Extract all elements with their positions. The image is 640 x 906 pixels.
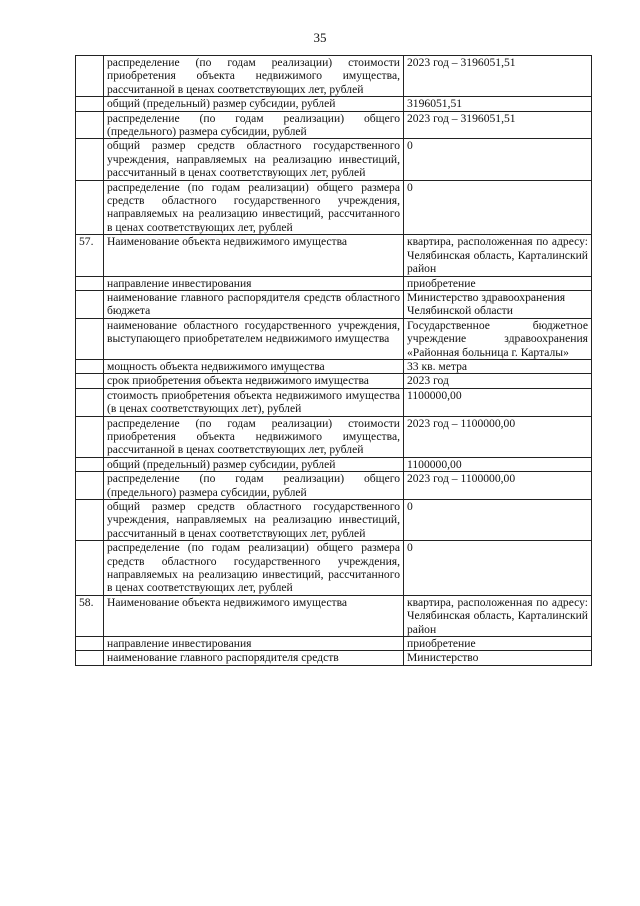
row-number bbox=[76, 359, 104, 373]
property-table bbox=[75, 55, 592, 666]
row-number bbox=[76, 541, 104, 596]
page-number: 35 bbox=[313, 30, 327, 45]
table-row bbox=[76, 374, 592, 388]
row-number bbox=[76, 111, 104, 139]
field-name: мощность объекта недвижимого имущества bbox=[104, 359, 404, 373]
table-row bbox=[76, 457, 592, 471]
field-value: 3196051,51 bbox=[404, 97, 592, 111]
row-number bbox=[76, 500, 104, 541]
table-row bbox=[76, 637, 592, 651]
row-number bbox=[76, 276, 104, 290]
row-number bbox=[76, 388, 104, 416]
field-value: 0 bbox=[404, 500, 592, 541]
field-value: 2023 год – 1100000,00 bbox=[404, 472, 592, 500]
field-value: 0 bbox=[404, 180, 592, 235]
table-row bbox=[76, 139, 592, 180]
row-number bbox=[76, 637, 104, 651]
row-number bbox=[76, 97, 104, 111]
field-name: распределение (по годам реализации) общего размера средств областного государственного учреждения, направляемых на реализацию инвестиций, рассчитанного в ценах соответствующих лет, рублей bbox=[104, 180, 404, 235]
field-name: Наименование объекта недвижимого имущества bbox=[104, 595, 404, 636]
field-name: наименование областного государственного учреждения, выступающего приобретателем недвижимого имущества bbox=[104, 318, 404, 359]
field-name: срок приобретения объекта недвижимого имущества bbox=[104, 374, 404, 388]
property-table-body bbox=[76, 56, 592, 666]
table-row bbox=[76, 651, 592, 665]
field-name: распределение (по годам реализации) общего (предельного) размера субсидии, рублей bbox=[104, 111, 404, 139]
field-value: 2023 год – 3196051,51 bbox=[404, 56, 592, 97]
table-row bbox=[76, 97, 592, 111]
field-name: общий размер средств областного государственного учреждения, направляемых на реализацию инвестиций, рассчитанный в ценах соответствующих лет, рублей bbox=[104, 500, 404, 541]
table-row bbox=[76, 56, 592, 97]
field-name: распределение (по годам реализации) общего размера средств областного государственного учреждения, направляемых на реализацию инвестиций, рассчитанного в ценах соответствующих лет, рублей bbox=[104, 541, 404, 596]
field-value: Государственное бюджетное учреждение здравоохранения «Районная больница г. Карталы» bbox=[404, 318, 592, 359]
table-row bbox=[76, 500, 592, 541]
field-name: общий (предельный) размер субсидии, рублей bbox=[104, 97, 404, 111]
field-value: 0 bbox=[404, 541, 592, 596]
table-row bbox=[76, 235, 592, 276]
table-row bbox=[76, 472, 592, 500]
field-name: распределение (по годам реализации) стоимости приобретения объекта недвижимого имущества, рассчитанной в ценах соответствующих лет, рублей bbox=[104, 56, 404, 97]
row-number bbox=[76, 374, 104, 388]
field-value: 1100000,00 bbox=[404, 457, 592, 471]
row-number bbox=[76, 180, 104, 235]
row-number: 58. bbox=[76, 595, 104, 636]
table-row bbox=[76, 276, 592, 290]
field-value: 2023 год – 1100000,00 bbox=[404, 416, 592, 457]
table-row bbox=[76, 180, 592, 235]
field-name: направление инвестирования bbox=[104, 276, 404, 290]
field-name: стоимость приобретения объекта недвижимого имущества (в ценах соответствующих лет), рублей bbox=[104, 388, 404, 416]
row-number bbox=[76, 457, 104, 471]
field-value: Министерство bbox=[404, 651, 592, 665]
row-number bbox=[76, 139, 104, 180]
table-row bbox=[76, 318, 592, 359]
table-row bbox=[76, 359, 592, 373]
field-value: приобретение bbox=[404, 276, 592, 290]
table-row bbox=[76, 541, 592, 596]
field-name: общий размер средств областного государственного учреждения, направляемых на реализацию инвестиций, рассчитанный в ценах соответствующих лет, рублей bbox=[104, 139, 404, 180]
table-row bbox=[76, 595, 592, 636]
field-value: 0 bbox=[404, 139, 592, 180]
row-number bbox=[76, 651, 104, 665]
row-number bbox=[76, 416, 104, 457]
field-value: приобретение bbox=[404, 637, 592, 651]
row-number bbox=[76, 290, 104, 318]
field-name: Наименование объекта недвижимого имущества bbox=[104, 235, 404, 276]
row-number: 57. bbox=[76, 235, 104, 276]
table-row bbox=[76, 111, 592, 139]
field-value: Министерство здравоохранения Челябинской области bbox=[404, 290, 592, 318]
field-name: направление инвестирования bbox=[104, 637, 404, 651]
field-name: наименование главного распорядителя средств bbox=[104, 651, 404, 665]
field-value: квартира, расположенная по адресу: Челябинская область, Карталинский район bbox=[404, 595, 592, 636]
table-row bbox=[76, 416, 592, 457]
field-name: распределение (по годам реализации) стоимости приобретения объекта недвижимого имущества, рассчитанной в ценах соответствующих лет, рублей bbox=[104, 416, 404, 457]
field-value: квартира, расположенная по адресу: Челябинская область, Карталинский район bbox=[404, 235, 592, 276]
table-row bbox=[76, 290, 592, 318]
field-value: 2023 год – 3196051,51 bbox=[404, 111, 592, 139]
field-value: 33 кв. метра bbox=[404, 359, 592, 373]
field-value: 1100000,00 bbox=[404, 388, 592, 416]
field-name: распределение (по годам реализации) общего (предельного) размера субсидии, рублей bbox=[104, 472, 404, 500]
row-number bbox=[76, 318, 104, 359]
row-number bbox=[76, 56, 104, 97]
row-number bbox=[76, 472, 104, 500]
field-name: наименование главного распорядителя средств областного бюджета bbox=[104, 290, 404, 318]
table-row bbox=[76, 388, 592, 416]
field-value: 2023 год bbox=[404, 374, 592, 388]
field-name: общий (предельный) размер субсидии, рублей bbox=[104, 457, 404, 471]
